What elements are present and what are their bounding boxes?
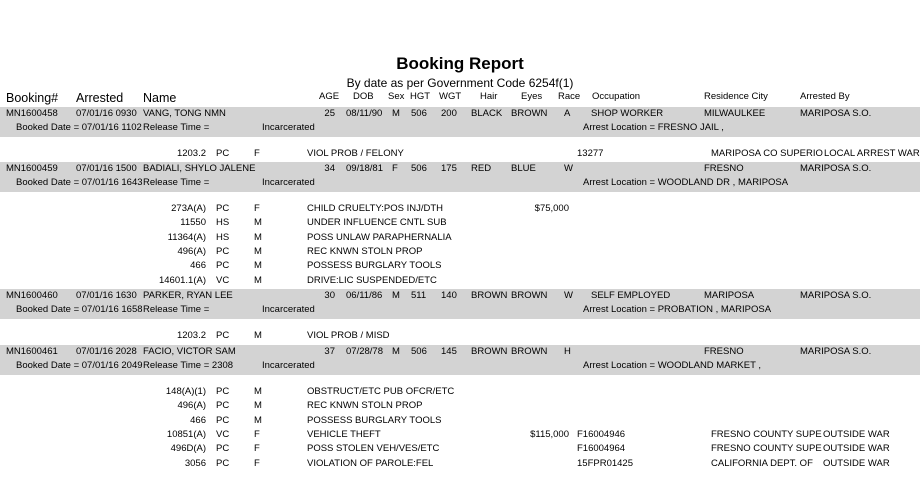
height: 511 xyxy=(411,290,427,301)
eyes: BROWN xyxy=(511,290,548,301)
weight: 200 xyxy=(441,108,457,119)
header-occupation: Occupation xyxy=(592,91,641,102)
booked-date: Booked Date = 07/01/16 1658 xyxy=(16,304,143,315)
charge-description: DRIVE:LIC SUSPENDED/ETC xyxy=(307,274,437,286)
occupation: SHOP WORKER xyxy=(591,108,664,119)
charge-level: M xyxy=(254,231,262,243)
header-arrested: Arrested xyxy=(76,91,124,105)
custody-status: Incarcerated xyxy=(262,304,315,315)
charge-description: REC KNWN STOLN PROP xyxy=(307,400,423,412)
charge-level: F xyxy=(254,457,260,469)
charge-level: M xyxy=(254,260,262,272)
charge-code: 11550 xyxy=(180,217,206,229)
eyes: BROWN xyxy=(511,108,548,119)
height: 506 xyxy=(411,108,427,119)
hair: BROWN xyxy=(471,290,508,301)
charge-type: PC xyxy=(216,457,230,469)
header-eyes: Eyes xyxy=(521,91,543,102)
age: 34 xyxy=(324,163,335,174)
height: 506 xyxy=(411,346,427,357)
charge-code: 466 xyxy=(190,260,206,272)
arrested-by: MARIPOSA S.O. xyxy=(800,163,872,174)
charge-code: 496(A) xyxy=(177,400,206,412)
header-age: AGE xyxy=(319,91,340,102)
arrestee-name: FACIO, VICTOR SAM xyxy=(143,346,236,357)
residence-city: FRESNO xyxy=(704,163,744,174)
arrested-by: MARIPOSA S.O. xyxy=(800,108,872,119)
booked-date: Booked Date = 07/01/16 1102 xyxy=(16,122,142,133)
sex: M xyxy=(392,108,400,119)
dob: 08/11/90 xyxy=(346,108,383,119)
charge-code: 496D(A) xyxy=(170,443,206,455)
header-residence-city: Residence City xyxy=(704,91,768,102)
dob: 09/18/81 xyxy=(346,163,383,174)
charge-description: VIOL PROB / FELONY xyxy=(307,148,404,159)
race: W xyxy=(564,290,573,301)
charge-description: VIOLATION OF PAROLE:FEL xyxy=(307,457,434,469)
charge-description: VIOL PROB / MISD xyxy=(307,330,390,341)
booking-number: MN1600461 xyxy=(6,346,58,357)
warrant-number: F16004946 xyxy=(577,428,626,440)
warrant-number: F16004964 xyxy=(577,443,626,455)
charge-type: HS xyxy=(216,231,230,243)
charge-type: PC xyxy=(216,386,230,397)
charge-type: PC xyxy=(216,400,230,412)
arrested-datetime: 07/01/16 0930 xyxy=(76,108,137,119)
booked-date: Booked Date = 07/01/16 1643 xyxy=(16,177,143,188)
weight: 175 xyxy=(441,163,457,174)
charge-level: M xyxy=(254,400,262,412)
charge-description: POSSESS BURGLARY TOOLS xyxy=(307,414,442,426)
charge-code: 466 xyxy=(190,414,206,426)
booking-number: MN1600458 xyxy=(6,108,58,119)
charge-level: F xyxy=(254,428,260,440)
release-time: Release Time = 2308 xyxy=(143,360,234,371)
release-time: Release Time = xyxy=(143,122,210,133)
charge-level: M xyxy=(254,274,262,286)
arrestee-name: VANG, TONG NMN xyxy=(143,108,226,119)
hair: BLACK xyxy=(471,108,503,119)
hair: RED xyxy=(471,163,492,174)
age: 25 xyxy=(324,108,335,119)
charge-level: F xyxy=(254,203,260,214)
charge-code: 148(A)(1) xyxy=(165,386,206,397)
header-hgt: HGT xyxy=(410,91,431,102)
race: A xyxy=(564,108,571,119)
charge-level: F xyxy=(254,443,260,455)
race: H xyxy=(564,346,571,357)
eyes: BLUE xyxy=(511,163,536,174)
eyes: BROWN xyxy=(511,346,548,357)
warrant-number: 15FPR01425 xyxy=(577,457,633,469)
issuing-agency: MARIPOSA CO SUPERIO xyxy=(711,148,823,159)
header-hair: Hair xyxy=(480,91,498,102)
charge-description: REC KNWN STOLN PROP xyxy=(307,245,423,257)
charge-level: M xyxy=(254,217,262,229)
charge-description: POSS STOLEN VEH/VES/ETC xyxy=(307,443,440,455)
charge-type: PC xyxy=(216,443,230,455)
dob: 06/11/86 xyxy=(346,290,383,301)
age: 30 xyxy=(324,290,335,301)
residence-city: MARIPOSA xyxy=(704,290,755,301)
charge-type: PC xyxy=(216,203,230,214)
sex: F xyxy=(392,163,398,174)
age: 37 xyxy=(324,346,335,357)
arrest-location: Arrest Location = PROBATION , MARIPOSA xyxy=(583,304,772,315)
charge-code: 273A(A) xyxy=(171,203,206,214)
charge-level: M xyxy=(254,245,262,257)
arrested-by: MARIPOSA S.O. xyxy=(800,346,872,357)
release-time: Release Time = xyxy=(143,304,210,315)
charge-code: 1203.2 xyxy=(176,330,206,341)
race: W xyxy=(564,163,573,174)
report-subtitle: By date as per Government Code 6254f(1) xyxy=(346,76,574,90)
charge-description: UNDER INFLUENCE CNTL SUB xyxy=(307,217,447,229)
charge-level: F xyxy=(254,148,260,159)
charge-description: POSSESS BURGLARY TOOLS xyxy=(307,260,442,272)
residence-city: FRESNO xyxy=(704,346,744,357)
header-name: Name xyxy=(143,91,177,105)
report-title: Booking Report xyxy=(396,54,524,73)
arrestee-name: PARKER, RYAN LEE xyxy=(143,290,233,301)
arrest-location: Arrest Location = WOODLAND MARKET , xyxy=(583,360,761,371)
custody-status: Incarcerated xyxy=(262,177,315,188)
bail-amount: $115,000 xyxy=(530,428,569,440)
height: 506 xyxy=(411,163,427,174)
warrant-remark: OUTSIDE WAR xyxy=(823,443,890,455)
charge-code: 11364(A) xyxy=(167,231,206,243)
charge-description: VEHICLE THEFT xyxy=(307,428,381,440)
warrant-remark: LOCAL ARREST WAR xyxy=(824,148,920,159)
custody-status: Incarcerated xyxy=(262,122,315,133)
charge-level: M xyxy=(254,414,262,426)
booking-number: MN1600460 xyxy=(6,290,58,301)
charge-type: PC xyxy=(216,245,230,257)
weight: 145 xyxy=(441,346,457,357)
warrant-number: 13277 xyxy=(577,148,604,159)
warrant-remark: OUTSIDE WAR xyxy=(823,457,890,469)
charge-code: 10851(A) xyxy=(166,428,206,440)
sex: M xyxy=(392,346,400,357)
charge-type: PC xyxy=(216,330,230,341)
charge-code: 496(A) xyxy=(177,245,206,257)
charge-type: HS xyxy=(216,217,230,229)
arrested-by: MARIPOSA S.O. xyxy=(800,290,872,301)
occupation: SELF EMPLOYED xyxy=(591,290,671,301)
sex: M xyxy=(392,290,400,301)
arrested-datetime: 07/01/16 2028 xyxy=(76,346,137,357)
arrestee-name: BADIALI, SHYLO JALENE xyxy=(143,163,256,174)
header-wgt: WGT xyxy=(439,91,462,102)
charge-code: 1203.2 xyxy=(176,148,206,159)
arrest-location: Arrest Location = WOODLAND DR , MARIPOSA xyxy=(583,177,789,188)
issuing-agency: FRESNO COUNTY SUPE xyxy=(711,443,822,455)
header-booking: Booking# xyxy=(6,91,59,105)
header-race: Race xyxy=(558,91,581,102)
arrested-datetime: 07/01/16 1500 xyxy=(76,163,137,174)
charge-type: PC xyxy=(216,260,230,272)
header-dob: DOB xyxy=(353,91,374,102)
charge-description: OBSTRUCT/ETC PUB OFCR/ETC xyxy=(307,386,455,397)
issuing-agency: FRESNO COUNTY SUPE xyxy=(711,428,822,440)
residence-city: MILWAULKEE xyxy=(704,108,766,119)
charge-code: 3056 xyxy=(184,457,206,469)
charge-description: POSS UNLAW PARAPHERNALIA xyxy=(307,231,452,243)
custody-status: Incarcerated xyxy=(262,360,315,371)
bail-amount: $75,000 xyxy=(534,203,569,214)
charge-description: CHILD CRUELTY:POS INJ/DTH xyxy=(307,203,444,214)
charge-level: M xyxy=(254,386,262,397)
header-sex: Sex xyxy=(388,91,405,102)
charge-type: VC xyxy=(216,274,230,286)
dob: 07/28/78 xyxy=(346,346,383,357)
charge-type: VC xyxy=(216,428,230,440)
warrant-remark: OUTSIDE WAR xyxy=(823,428,890,440)
release-time: Release Time = xyxy=(143,177,210,188)
charge-code: 14601.1(A) xyxy=(158,274,206,286)
charge-type: PC xyxy=(216,414,230,426)
booked-date: Booked Date = 07/01/16 2049 xyxy=(16,360,143,371)
arrest-location: Arrest Location = FRESNO JAIL , xyxy=(583,122,724,133)
issuing-agency: CALIFORNIA DEPT. OF xyxy=(711,457,813,469)
charge-type: PC xyxy=(216,148,230,159)
arrested-datetime: 07/01/16 1630 xyxy=(76,290,137,301)
hair: BROWN xyxy=(471,346,508,357)
weight: 140 xyxy=(441,290,457,301)
header-arrested-by: Arrested By xyxy=(800,91,850,102)
charge-level: M xyxy=(254,330,262,341)
booking-number: MN1600459 xyxy=(6,163,58,174)
